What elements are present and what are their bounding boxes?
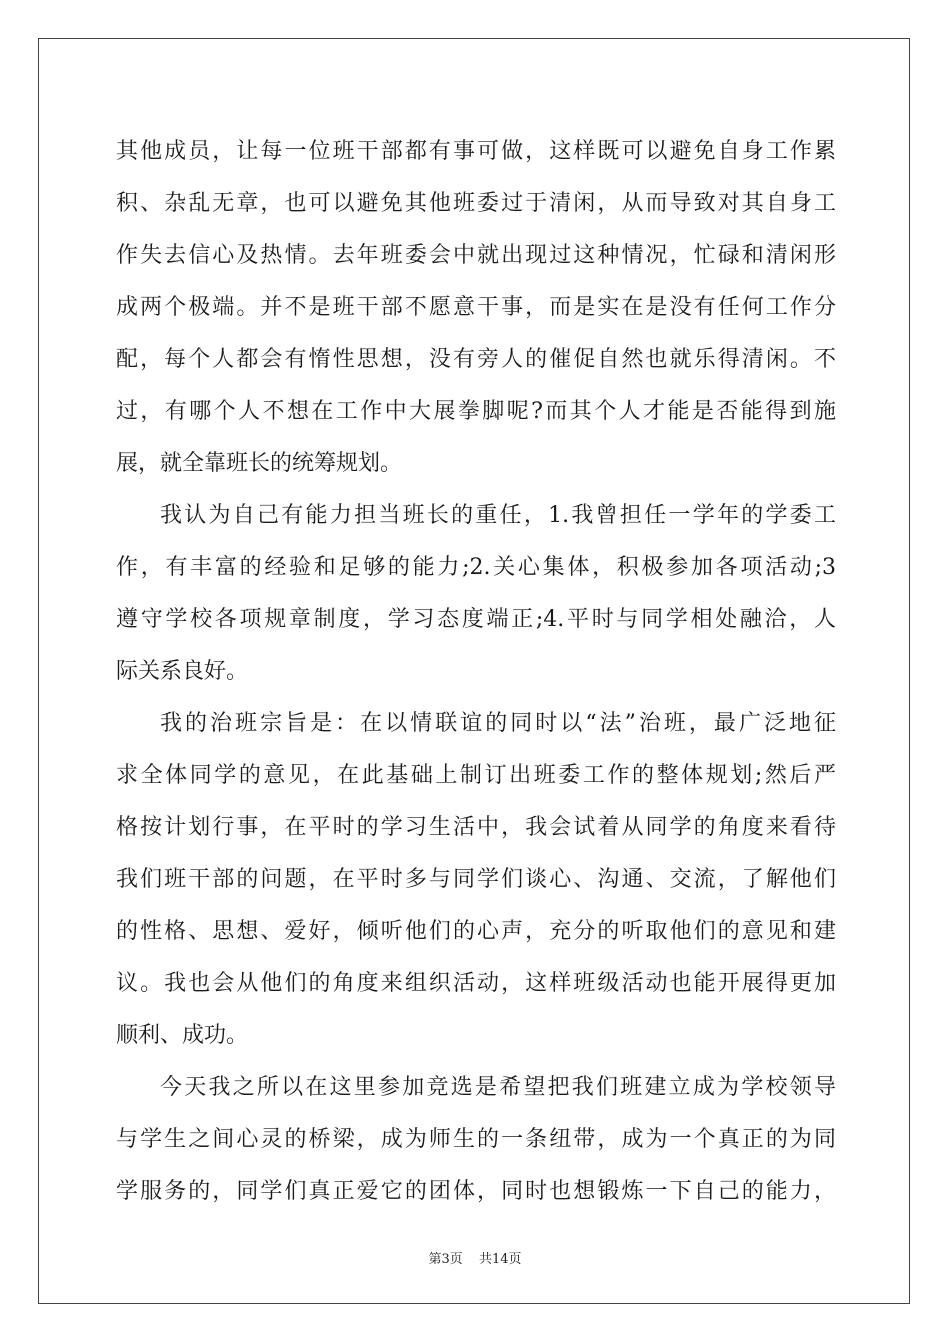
text-line: 成两个极端。并不是班干部不愿意干事，而是实在是没有任何工作分 <box>116 295 836 320</box>
page-number: 第3页 <box>428 1252 463 1267</box>
text-line: 我们班干部的问题，在平时多与同学们谈心、沟通、交流，了解他们 <box>116 867 836 892</box>
text-line: 与学生之间心灵的桥梁，成为师生的一条纽带，成为一个真正的为同 <box>116 1127 836 1152</box>
text-line: 格按计划行事，在平时的学习生活中，我会试着从同学的角度来看待 <box>116 815 836 840</box>
text-line: 遵守学校各项规章制度，学习态度端正;4.平时与同学相处融洽，人 <box>116 607 836 632</box>
text-line: 我的治班宗旨是：在以情联谊的同时以“法”治班，最广泛地征 <box>160 711 836 736</box>
text-line: 其他成员，让每一位班干部都有事可做，这样既可以避免自身工作累 <box>116 139 836 164</box>
page-footer <box>0 1248 950 1267</box>
paragraph <box>116 1062 836 1218</box>
text-line: 议。我也会从他们的角度来组织活动，这样班级活动也能开展得更加 <box>116 971 836 996</box>
text-line: 求全体同学的意见，在此基础上制订出班委工作的整体规划;然后严 <box>116 763 836 788</box>
text-line: 作，有丰富的经验和足够的能力;2.关心集体，积极参加各项活动;3 <box>116 555 836 580</box>
text-line: 过，有哪个人不想在工作中大展拳脚呢?而其个人才能是否能得到施 <box>116 399 836 424</box>
text-line: 作失去信心及热情。去年班委会中就出现过这种情况，忙碌和清闲形 <box>116 243 836 268</box>
text-line: 我认为自己有能力担当班长的重任，1.我曾担任一学年的学委工 <box>160 503 836 528</box>
text-line: 今天我之所以在这里参加竞选是希望把我们班建立成为学校领导 <box>160 1075 836 1100</box>
paragraph <box>116 490 836 698</box>
text-line: 际关系良好。 <box>116 659 249 684</box>
text-line: 配，每个人都会有惰性思想，没有旁人的催促自然也就乐得清闲。不 <box>116 347 836 372</box>
document-body <box>116 126 836 1218</box>
text-line: 展，就全靠班长的统筹规划。 <box>116 451 403 476</box>
page-total: 共14页 <box>478 1252 522 1267</box>
text-line: 顺利、成功。 <box>116 1023 249 1048</box>
paragraph <box>116 126 836 490</box>
text-line: 学服务的，同学们真正爱它的团体，同时也想锻炼一下自己的能力， <box>116 1179 836 1204</box>
paragraph <box>116 698 836 1062</box>
text-line: 积、杂乱无章，也可以避免其他班委过于清闲，从而导致对其自身工 <box>116 191 836 216</box>
text-line: 的性格、思想、爱好，倾听他们的心声，充分的听取他们的意见和建 <box>116 919 836 944</box>
